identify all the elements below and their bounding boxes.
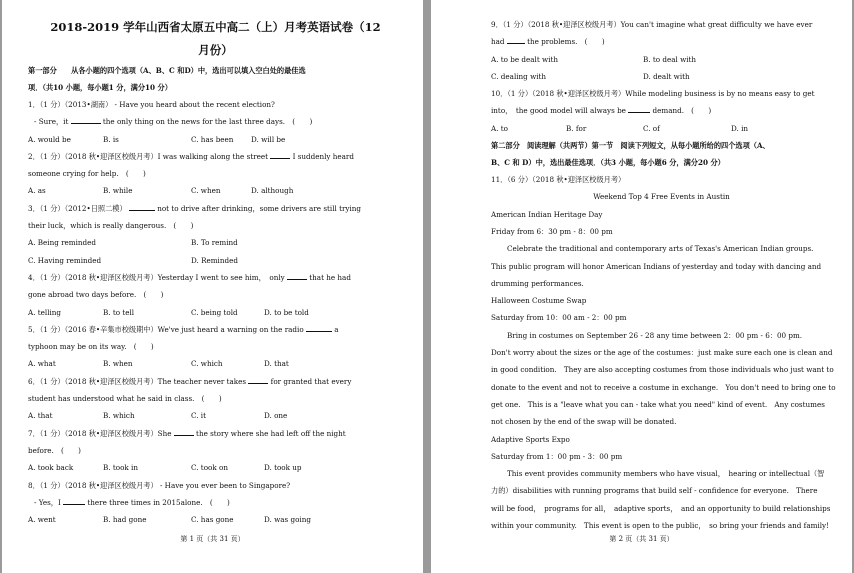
- option-b: B. to deal with: [643, 54, 697, 64]
- event-2-time: Saturday from 10：00 am - 2：00 pm: [491, 313, 627, 323]
- question-2: [28, 148, 403, 200]
- question-stem: 9．（1 分）（2018 秋•迎泽区校级月考）You can't imagine what great difficulty we have ever: [491, 20, 813, 29]
- option-c: C. when: [191, 186, 221, 196]
- section-1-heading-line-1: 第一部分 从各小题的四个选项（A、B、C 和D）中，选出可以填入空白处的最佳选: [28, 66, 306, 75]
- option-b: B. for: [566, 123, 587, 133]
- question-stem-line-2: their luck，which is really dangerous. ( ): [28, 221, 194, 231]
- option-c: C. has gone: [191, 515, 234, 525]
- answer-blank: [507, 36, 525, 44]
- option-b: B. had gone: [103, 515, 147, 525]
- question-stem-line-2: - Sure，it the only thing on the news for the last three days. ( ): [34, 117, 313, 127]
- question-11-stem: 11．（6 分）（2018 秋•迎泽区校级月考）: [491, 175, 626, 185]
- option-b: B. which: [103, 411, 135, 421]
- event-1-time: Friday from 6：30 pm - 8：00 pm: [491, 226, 613, 236]
- answer-blank: [248, 376, 268, 384]
- page-footer-2: 第 2 页（共 31 页）: [609, 535, 674, 543]
- event-2-text: Don't worry about the sizes or the age of the costumes：just make sure each one is clean and: [491, 348, 833, 358]
- event-3-text: This event provides community members who have visual， hearing or intellectual（智: [507, 469, 825, 479]
- options-row: [28, 234, 403, 251]
- event-3-text: will be food， programs for all， adaptive sports， and an opportunity to build relationships: [491, 503, 831, 513]
- question-stem-line-2: someone crying for help. ( ): [28, 169, 146, 179]
- answer-blank: [174, 428, 194, 436]
- question-1: [28, 96, 403, 148]
- option-b: B. while: [103, 186, 133, 196]
- event-2-title: Halloween Costume Swap: [491, 296, 587, 306]
- options-row: [491, 68, 832, 85]
- options-row: [28, 459, 403, 476]
- event-2-text: donate to the event and not to receive a costume in exchange. You don't need to bring one to: [491, 382, 836, 392]
- option-a: A. to be dealt with: [491, 54, 558, 64]
- question-3: [28, 200, 403, 269]
- question-stem-line-2: - Yes，I there three times in 2015alone. ( ): [34, 497, 230, 507]
- option-a: A. would be: [28, 134, 71, 144]
- options-row: [28, 304, 403, 321]
- question-stem: 2．（1 分）（2018 秋•迎泽区校级月考）I was walking along the street I suddenly heard: [28, 151, 354, 161]
- question-stem: 7．（1 分）（2018 秋•迎泽区校级月考）She the story where she had left off the night: [28, 428, 346, 438]
- option-b: B. is: [103, 134, 119, 144]
- option-d: D. although: [251, 186, 294, 196]
- option-a: A. as: [28, 186, 46, 196]
- question-5: [28, 321, 403, 373]
- options-row: [28, 407, 403, 424]
- question-7: [28, 425, 403, 477]
- answer-blank: [287, 272, 307, 280]
- options-row: [28, 131, 403, 148]
- event-2-text: Bring in costumes on September 26 - 28 any time between 2：00 pm - 6：00 pm.: [507, 330, 803, 340]
- answer-blank: [628, 105, 650, 113]
- question-4: [28, 269, 403, 321]
- passage-title: Weekend Top 4 Free Events in Austin: [593, 192, 730, 202]
- option-d: D. that: [264, 359, 289, 369]
- section-2-heading-line-2: B、C 和 D）中，选出最佳选项．（共3 小题，每小题6 分，满分20 分）: [491, 158, 725, 168]
- event-1-text: Celebrate the traditional and contemporary arts of Texas's American Indian groups.: [507, 244, 814, 254]
- question-stem-line-2: into， the good model will always be demand. ( ): [491, 106, 712, 116]
- option-d: D. dealt with: [643, 71, 690, 81]
- exam-title-line-1: 2018-2019 学年山西省太原五中高二（上）月考英语试卷（12: [50, 20, 381, 34]
- answer-blank: [306, 324, 332, 332]
- option-a: A. telling: [28, 307, 62, 317]
- event-3-time: Saturday from 1：00 pm - 3：00 pm: [491, 451, 623, 461]
- section-1-heading-line-2: 项．（共10 小题，每小题1 分，满分10 分）: [28, 83, 172, 92]
- option-b: B. when: [103, 359, 133, 369]
- answer-blank: [71, 116, 101, 124]
- question-stem-line-2: gone abroad two days before. ( ): [28, 290, 164, 300]
- question-stem: 6．（1 分）（2018 秋•迎泽区校级月考）The teacher never takes for granted that every: [28, 376, 352, 386]
- exam-title-line-2: 月份）: [198, 43, 233, 57]
- question-stem: 3．（1 分）（2012•日照二模） not to drive after drinking，some drivers are still trying: [28, 203, 361, 213]
- option-c: C. took on: [191, 463, 228, 473]
- answer-blank: [63, 497, 85, 505]
- reading-passage: [491, 188, 836, 534]
- option-a: A. Being reminded: [28, 238, 96, 248]
- option-d: D. in: [731, 123, 749, 133]
- document-page-1: [2, 0, 423, 573]
- option-a: A. what: [28, 359, 56, 369]
- event-2-text: get one. This is a "leave what you can - take what you need" kind of event. Any costumes: [491, 399, 825, 409]
- event-2-text: in good condition. They are also accepting costumes from those individuals who just want to: [491, 365, 834, 375]
- event-1-text: drumming performances.: [491, 278, 584, 288]
- question-stem-line-2: student has understood what he said in class. ( ): [28, 394, 222, 404]
- option-c: C. it: [191, 411, 206, 421]
- event-1-title: American Indian Heritage Day: [491, 209, 603, 219]
- question-stem-line-2: before. ( ): [28, 445, 81, 455]
- question-stem: 8．（1 分）（2018 秋•迎泽区校级月考） - Have you ever been to Singapore?: [28, 480, 291, 490]
- answer-blank: [270, 151, 290, 159]
- option-b: B. to tell: [103, 307, 135, 317]
- question-stem-line-2: typhoon may be on its way. ( ): [28, 342, 154, 352]
- option-c: C. Having reminded: [28, 255, 102, 265]
- option-c: C. has been: [191, 134, 234, 144]
- answer-blank: [129, 203, 155, 211]
- option-d: D. Reminded: [191, 255, 238, 265]
- option-c: C. which: [191, 359, 223, 369]
- question-6: [28, 373, 403, 425]
- question-stem: 10．（1 分）（2018 秋•迎泽区校级月考）While modeling business is by no means easy to get: [491, 89, 815, 99]
- question-stem: 1．（1 分）（2013•湖南） - Have you heard about the recent election?: [28, 100, 275, 109]
- options-row: [491, 120, 832, 137]
- option-d: D. one: [264, 411, 288, 421]
- event-3-text: within your community. This event is open to the public， so bring your friends and family!: [491, 521, 829, 531]
- event-3-title: Adaptive Sports Expo: [491, 434, 570, 444]
- option-b: B. took in: [103, 463, 138, 473]
- option-a: A. took back: [28, 463, 74, 473]
- document-page-2: [431, 0, 852, 573]
- question-stem-line-2: had the problems. ( ): [491, 37, 605, 47]
- option-d: D. to be told: [264, 307, 309, 317]
- event-3-text: 力的）disabilities with running programs that build self - confidence for everyone. There: [491, 486, 818, 496]
- question-stem: 4．（1 分）（2018 秋•迎泽区校级月考）Yesterday I went to see him， only that he had: [28, 272, 351, 282]
- options-row: [28, 511, 403, 528]
- event-2-text: not chosen by the end of the swap will be donated.: [491, 417, 677, 427]
- option-c: C. being told: [191, 307, 238, 317]
- option-d: D. will be: [251, 134, 286, 144]
- question-9: [491, 16, 832, 85]
- option-c: C. of: [643, 123, 660, 133]
- options-row: [28, 252, 403, 269]
- option-d: D. was going: [264, 515, 311, 525]
- option-a: A. to: [491, 123, 508, 133]
- event-1-text: This public program will honor American Indians of yesterday and today with dancing and: [491, 261, 822, 271]
- option-b: B. To remind: [191, 238, 238, 248]
- options-row: [491, 51, 832, 68]
- question-stem: 5．（1 分）（2016 春•辛集市校级期中）We've just heard a warning on the radio a: [28, 324, 339, 334]
- question-10: [491, 85, 832, 137]
- option-c: C. dealing with: [491, 71, 547, 81]
- section-2-heading-line-1: 第二部分 阅读理解（共两节）第一节 阅读下列短文，从每小题所给的四个选项（A、: [491, 141, 770, 151]
- options-row: [28, 355, 403, 372]
- option-a: A. that: [28, 411, 53, 421]
- options-row: [28, 182, 403, 199]
- page-footer-1: 第 1 页（共 31 页）: [180, 535, 245, 543]
- option-a: A. went: [28, 515, 56, 525]
- question-8: [28, 477, 403, 529]
- option-d: D. took up: [264, 463, 302, 473]
